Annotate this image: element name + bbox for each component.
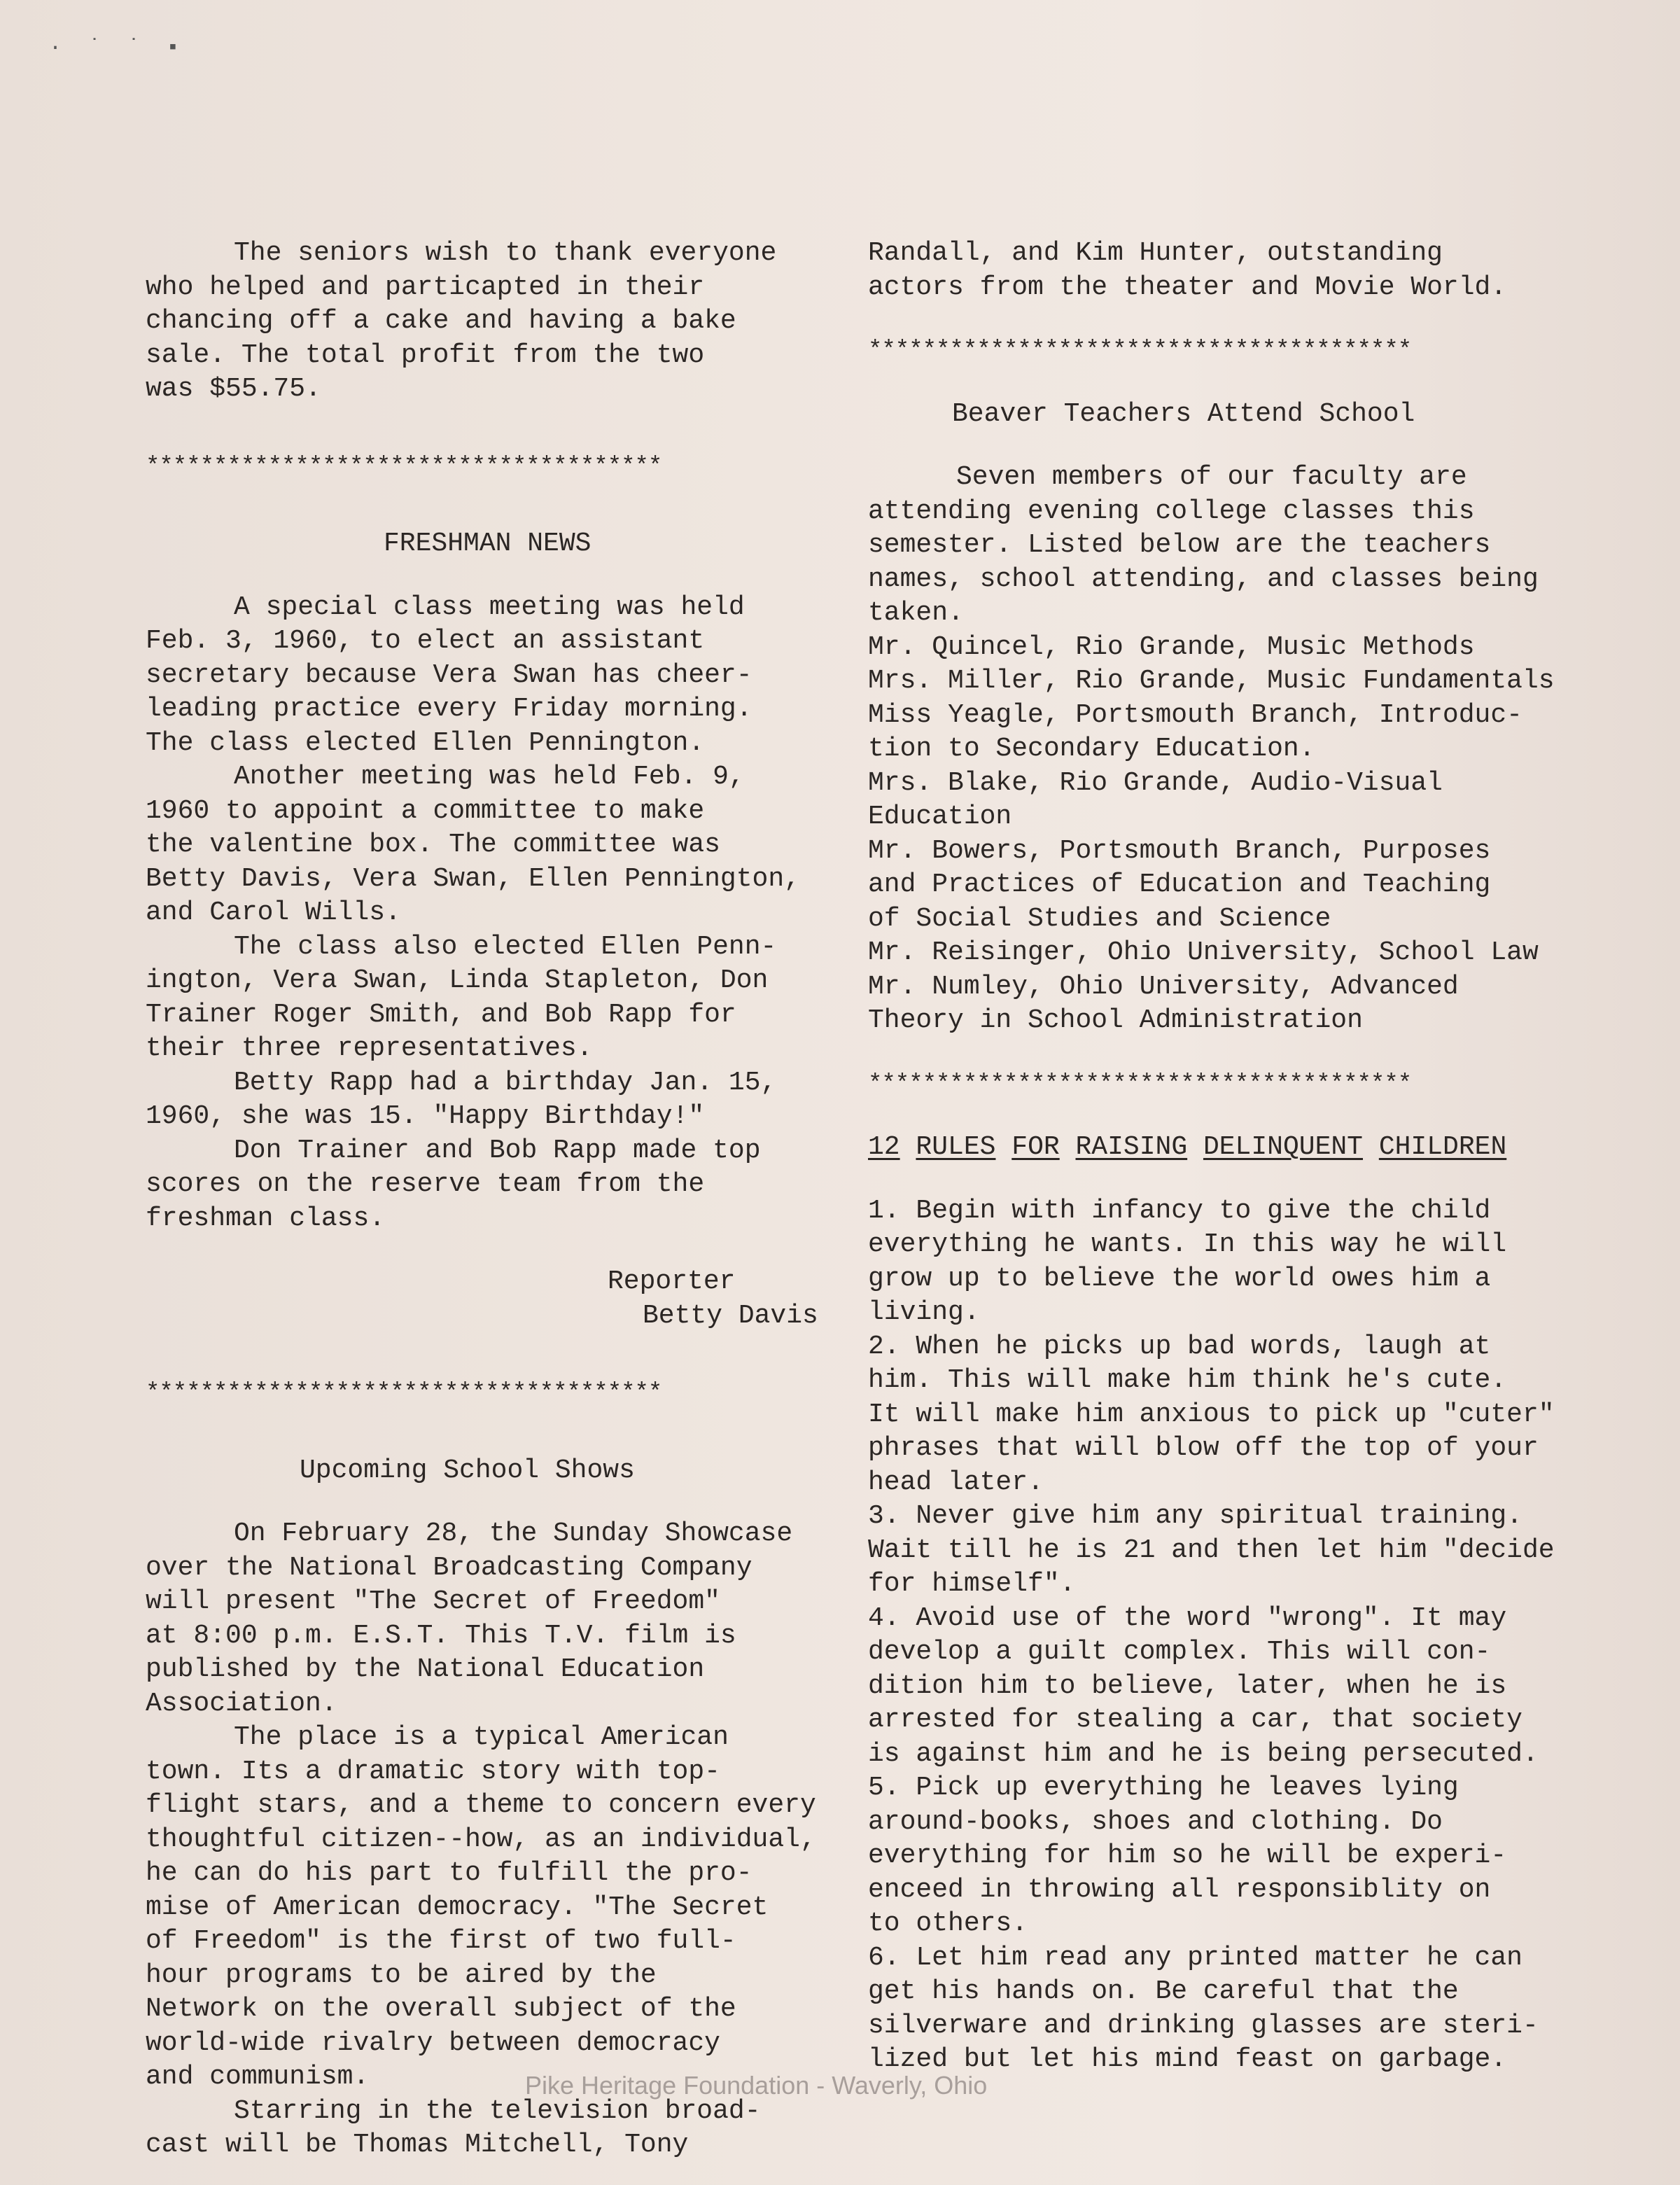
rules-list (868, 1194, 1624, 2077)
text-line: 1. Begin with infancy to give the child (868, 1195, 1491, 1226)
text-line: their three representatives. (146, 1033, 593, 1063)
list-item: Theory in School Administration (868, 1005, 1363, 1035)
text-line: Starring in the television broad- (234, 2095, 761, 2126)
text-line: 1960, she was 15. "Happy Birthday!" (146, 1101, 705, 1131)
upcoming-shows-heading: Upcoming School Shows (300, 1455, 635, 1486)
list-item: Mr. Numley, Ohio University, Advanced (868, 971, 1459, 1002)
seniors-paragraph (146, 237, 867, 407)
list-item: tion to Secondary Education. (868, 734, 1315, 764)
reporter-label: Reporter (608, 1266, 736, 1297)
freshman-paragraph (146, 591, 867, 1236)
text-line: sale. The total profit from the two (146, 340, 705, 370)
text-line: The seniors wish to thank everyone (234, 238, 777, 268)
text-line: everything he wants. In this way he will (868, 1229, 1507, 1259)
shows-paragraph (146, 1517, 867, 2163)
list-item: Mrs. Miller, Rio Grande, Music Fundamentals (868, 666, 1555, 696)
corner-specks: · ˙ ˙ ▪ (49, 36, 187, 60)
text-line: arrested for stealing a car, that society (868, 1705, 1522, 1735)
text-line: 4. Avoid use of the word "wrong". It may (868, 1603, 1507, 1633)
divider-stars: **************************************** (868, 1070, 1412, 1098)
text-line: flight stars, and a theme to concern every (146, 1790, 816, 1820)
text-line: was $55.75. (146, 374, 321, 404)
text-line: Wait till he is 21 and then let him "decide (868, 1535, 1555, 1565)
text-line: and communism. (146, 2062, 370, 2092)
text-line: chancing off a cake and having a bake (146, 306, 736, 336)
text-line: attending evening college classes this (868, 496, 1475, 526)
text-line: at 8:00 p.m. E.S.T. This T.V. film is (146, 1620, 736, 1651)
text-line: around-books, shoes and clothing. Do (868, 1806, 1443, 1837)
rules-heading-word: 12 (868, 1132, 900, 1162)
text-line: The class elected Ellen Pennington. (146, 727, 705, 758)
text-line: taken. (868, 598, 964, 628)
text-line: The place is a typical American (234, 1722, 729, 1752)
text-line: everything for him so he will be experi- (868, 1841, 1507, 1871)
text-line: Trainer Roger Smith, and Bob Rapp for (146, 999, 736, 1030)
rules-heading-word: CHILDREN (1378, 1132, 1507, 1162)
text-line: A special class meeting was held (234, 592, 745, 622)
text-line: town. Its a dramatic story with top- (146, 1756, 720, 1787)
text-line: semester. Listed below are the teachers (868, 530, 1491, 560)
text-line: scores on the reserve team from the (146, 1169, 705, 1199)
text-line: Seven members of our faculty are (956, 462, 1467, 492)
text-line: enceed in throwing all responsiblity on (868, 1874, 1491, 1905)
text-line: 3. Never give him any spiritual training. (868, 1501, 1522, 1531)
text-line: phrases that will blow off the top of your (868, 1433, 1539, 1463)
text-line: Feb. 3, 1960, to elect an assistant (146, 626, 705, 656)
rules-heading-word: DELINQUENT (1203, 1132, 1363, 1162)
text-line: is against him and he is being persecuted. (868, 1738, 1539, 1769)
text-line: thoughtful citizen--how, as an individual, (146, 1824, 816, 1855)
text-line: names, school attending, and classes being (868, 564, 1539, 594)
text-line: living. (868, 1297, 980, 1327)
list-item: Mr. Quincel, Rio Grande, Music Methods (868, 631, 1475, 662)
text-line: him. This will make him think he's cute. (868, 1365, 1507, 1395)
text-line: actors from the theater and Movie World. (868, 272, 1507, 302)
text-line: leading practice every Friday morning. (146, 694, 752, 724)
text-line: world-wide rivalry between democracy (146, 2027, 720, 2058)
text-line: Betty Rapp had a birthday Jan. 15, (234, 1067, 777, 1098)
text-line: 6. Let him read any printed matter he can (868, 1942, 1522, 1973)
text-line: Network on the overall subject of the (146, 1994, 736, 2024)
text-line: 1960 to appoint a committee to make (146, 795, 705, 826)
text-line: who helped and particapted in their (146, 272, 705, 302)
text-line: grow up to believe the world owes him a (868, 1263, 1491, 1294)
watermark-text: Pike Heritage Foundation - Waverly, Ohio (525, 2071, 988, 2100)
text-line: ington, Vera Swan, Linda Stapleton, Don (146, 965, 769, 996)
divider-stars: ************************************** (146, 1380, 662, 1406)
text-line: get his hands on. Be careful that the (868, 1976, 1459, 2006)
text-line: Another meeting was held Feb. 9, (234, 762, 745, 792)
reporter-name: Betty Davis (643, 1300, 818, 1331)
text-line: for himself". (868, 1569, 1076, 1599)
text-line: dition him to believe, later, when he is (868, 1670, 1507, 1701)
text-line: he can do his part to fulfill the pro- (146, 1858, 752, 1888)
text-line: freshman class. (146, 1203, 386, 1234)
rules-heading (868, 1131, 1624, 1165)
freshman-news-heading: FRESHMAN NEWS (384, 529, 592, 559)
beaver-teachers-heading: Beaver Teachers Attend School (952, 398, 1415, 429)
list-item: Education (868, 802, 1012, 832)
teachers-paragraph (868, 461, 1624, 631)
text-line: Don Trainer and Bob Rapp made top (234, 1135, 761, 1166)
text-line: On February 28, the Sunday Showcase (234, 1519, 793, 1549)
text-line: Betty Davis, Vera Swan, Ellen Pennington, (146, 863, 800, 894)
divider-stars: **************************************** (868, 337, 1412, 364)
text-line: cast will be Thomas Mitchell, Tony (146, 2130, 689, 2160)
left-column (146, 237, 867, 2163)
rules-heading-word: FOR (1011, 1132, 1060, 1162)
text-line: 5. Pick up everything he leaves lying (868, 1773, 1459, 1803)
text-line: mise of American democracy. "The Secret (146, 1892, 769, 1922)
rules-heading-word: RULES (916, 1132, 996, 1162)
text-line: Randall, and Kim Hunter, outstanding (868, 238, 1443, 268)
text-line: of Freedom" is the first of two full- (146, 1926, 736, 1956)
text-line: Association. (146, 1688, 337, 1719)
text-line: develop a guilt complex. This will con- (868, 1637, 1491, 1667)
divider-stars: ************************************** (146, 453, 662, 480)
text-line: secretary because Vera Swan has cheer- (146, 659, 752, 690)
text-line: 2. When he picks up bad words, laugh at (868, 1331, 1491, 1362)
text-line: to others. (868, 1908, 1028, 1939)
text-line: The class also elected Ellen Penn- (234, 931, 777, 962)
text-line: head later. (868, 1467, 1044, 1498)
list-item: and Practices of Education and Teaching (868, 870, 1491, 900)
list-item: Mr. Reisinger, Ohio University, School Law (868, 937, 1539, 968)
text-line: It will make him anxious to pick up "cuter" (868, 1399, 1555, 1430)
text-line: and Carol Wills. (146, 898, 401, 928)
list-item: Mr. Bowers, Portsmouth Branch, Purposes (868, 835, 1491, 866)
text-line: lized but let his mind feast on garbage. (868, 2044, 1507, 2074)
text-line: published by the National Education (146, 1654, 705, 1684)
rules-heading-word: RAISING (1075, 1132, 1188, 1162)
list-item: of Social Studies and Science (868, 903, 1331, 934)
list-item: Miss Yeagle, Portsmouth Branch, Introduc- (868, 699, 1522, 730)
text-line: the valentine box. The committee was (146, 830, 720, 860)
right-column (868, 237, 1624, 2077)
text-line: over the National Broadcasting Company (146, 1552, 752, 1583)
text-line: hour programs to be aired by the (146, 1960, 657, 1990)
teachers-list (868, 631, 1624, 1038)
text-line: silverware and drinking glasses are steri- (868, 2010, 1539, 2041)
list-item: Mrs. Blake, Rio Grande, Audio-Visual (868, 767, 1443, 798)
text-line: will present "The Secret of Freedom" (146, 1586, 720, 1617)
